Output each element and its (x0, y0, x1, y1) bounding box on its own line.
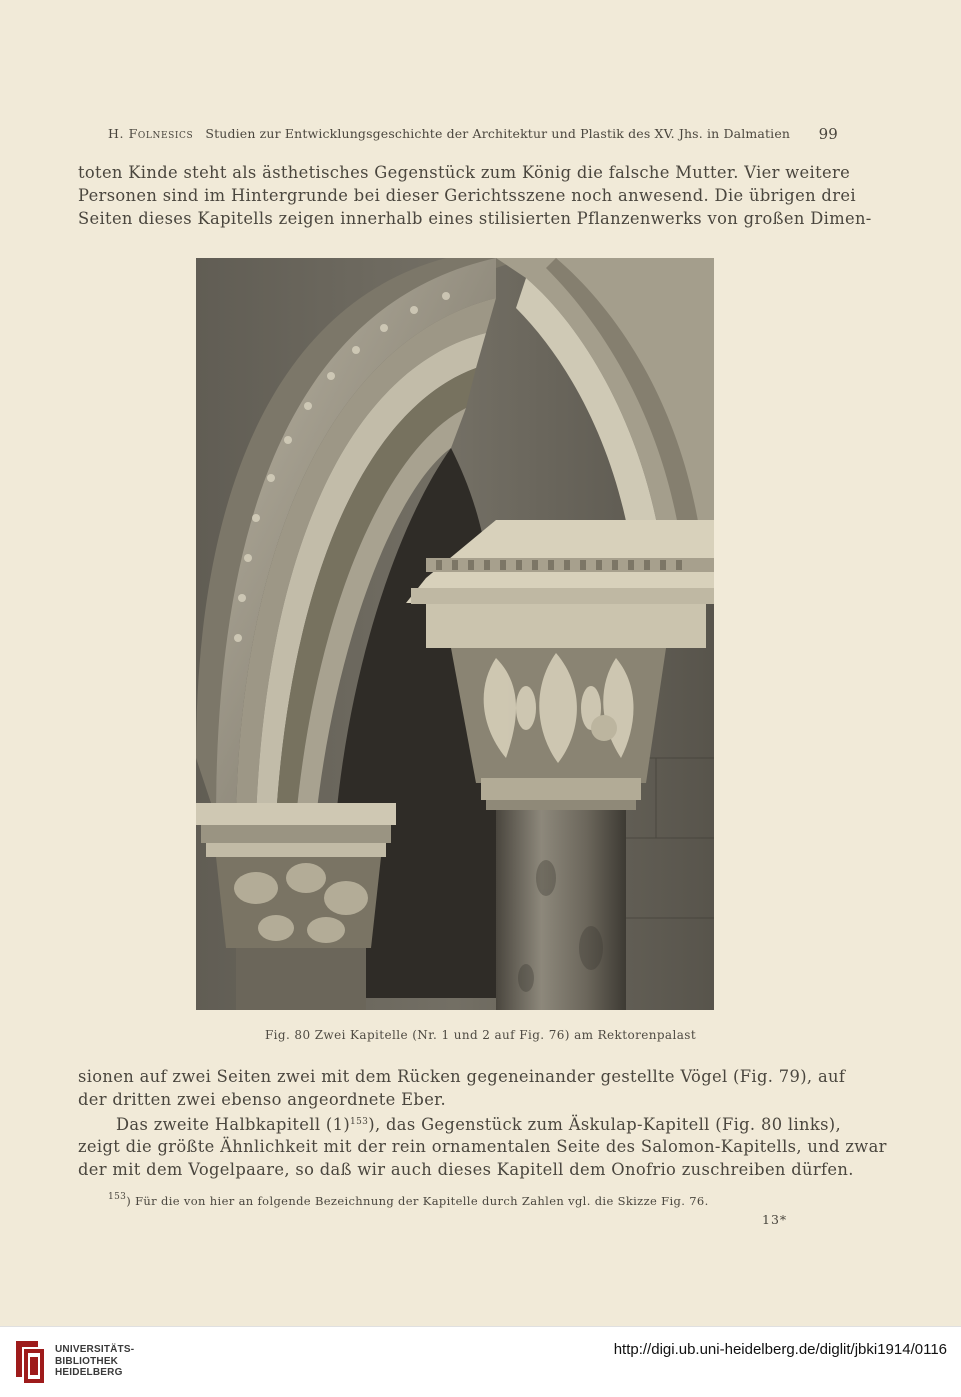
library-name[interactable] (55, 1344, 134, 1379)
footnote-reference: 153 (350, 1117, 369, 1128)
text-line: sionen auf zwei Seiten zwei mit dem Rücken gegeneinander gestellte Vögel (Fig. 79), auf (78, 1067, 846, 1086)
footnote-text: ) Für die von hier an folgende Bezeichnung der Kapitelle durch Zahlen vgl. die Skizze Fig. 76. (126, 1194, 709, 1208)
figure-photograph (196, 258, 714, 1010)
text-segment: Das zweite Halbkapitell (1) (116, 1115, 351, 1135)
running-head-title: Studien zur Entwicklungsgeschichte der Architektur und Plastik des XV. Jhs. in Dalmatien (205, 126, 791, 141)
running-head (108, 126, 838, 146)
text-line: Seiten dieses Kapitells zeigen innerhalb eines stilisierten Pflanzenwerks von großen Dimen- (78, 209, 872, 229)
text-segment: ), das Gegenstück zum Äskulap-Kapitell (Fig. 80 links), (368, 1115, 842, 1135)
university-library-logo-icon[interactable] (12, 1337, 46, 1385)
text-line: zeigt die größte Ähnlichkeit mit der rein ornamentalen Seite des Salomon-Kapitells, und zwar (78, 1136, 887, 1156)
signature-mark: 13* (762, 1212, 788, 1227)
page-number: 99 (818, 125, 838, 143)
library-footer (0, 1326, 961, 1397)
running-head-author: H. Folnesics (108, 126, 194, 141)
footnote-marker: 153 (108, 1192, 127, 1202)
text-line: der dritten zwei ebenso angeordnete Eber. (78, 1090, 447, 1110)
footnote (108, 1192, 808, 1208)
capitals-photo-illustration (196, 258, 714, 1010)
text-line: der mit dem Vogelpaare, so daß wir auch dieses Kapitell dem Onofrio zuschreiben dürfen. (78, 1159, 854, 1179)
library-name-line: BIBLIOTHEK (55, 1355, 119, 1367)
figure-caption: Fig. 80 Zwei Kapitelle (Nr. 1 und 2 auf Fig. 76) am Rektorenpalast (264, 1028, 697, 1042)
text-line: toten Kinde steht als ästhetisches Gegenstück zum König die falsche Mutter. Vier weitere (78, 163, 851, 182)
text-line: Personen sind im Hintergrunde bei dieser Gerichtsszene noch anwesend. Die übrigen drei (78, 186, 856, 206)
text-line (78, 1111, 842, 1135)
library-name-line: UNIVERSITÄTS- (55, 1344, 135, 1355)
paragraph-top (78, 161, 872, 231)
paragraph-bottom (78, 1065, 887, 1181)
library-name-line: HEIDELBERG (55, 1367, 123, 1378)
permalink-url[interactable]: http://digi.ub.uni-heidelberg.de/diglit/jbki1914/0116 (613, 1341, 947, 1358)
